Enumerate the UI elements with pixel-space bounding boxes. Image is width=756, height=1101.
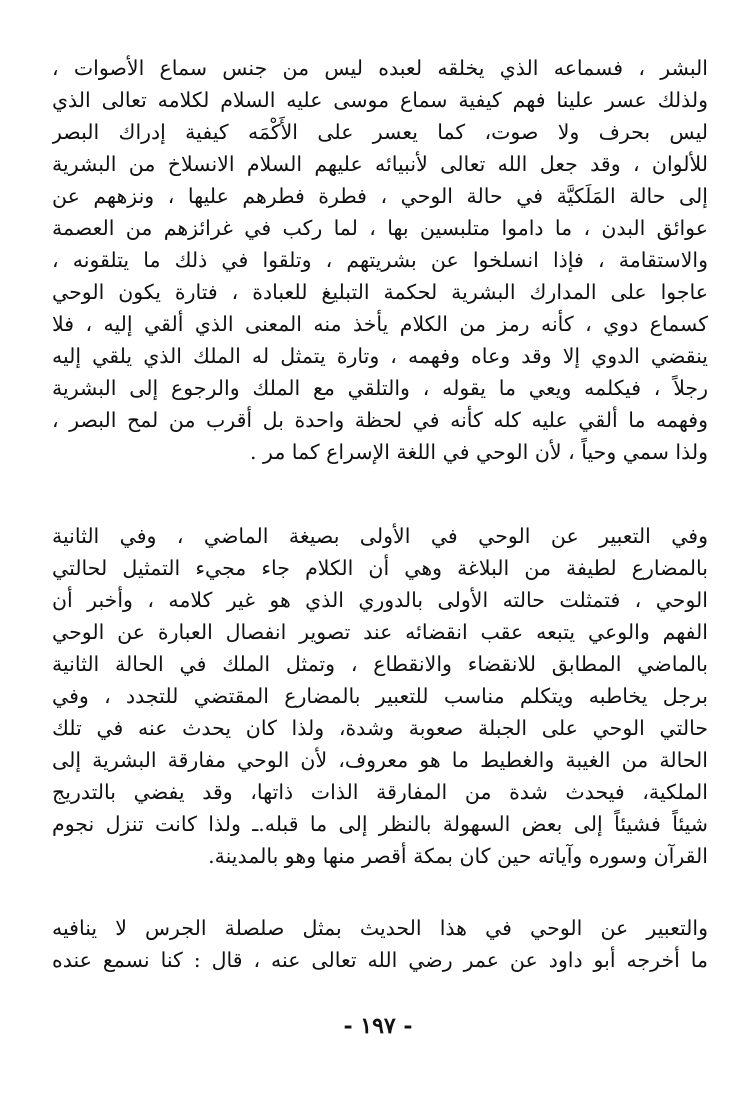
text-line: الحالة من الغيبة والغطيط ما هو معروف، لأن الوحي مفارقة البشرية إلى (52, 748, 708, 772)
text-line: ليس بحرف ولا صوت، كما يعسر على الأَكْمَه كيفية إدراك البصر (52, 120, 708, 144)
text-line: كسماع دوي ، كأنه رمز من الكلام يأخذ منه المعنى الذي ألقي إليه ، فلا (52, 312, 708, 336)
text-line: ولذلك عسر علينا فهم كيفية سماع موسى عليه السلام لكلامه تعالى الذي (52, 88, 708, 112)
text-line: الفهم والوعي يتبعه عقب انقضائه عند تصوير انفصال العبارة عن الوحي (52, 620, 708, 644)
text-line: بالمضارع لطيفة من البلاغة وهي أن الكلام جاء مجيء التمثيل لحالتي (52, 556, 708, 580)
text-line: عاجوا على المدارك البشرية لحكمة التبليغ للعبادة ، فتارة يكون الوحي (52, 280, 708, 304)
text-line: عوائق البدن ، ما داموا متلبسين بها ، لما ركب في غرائزهم من العصمة (52, 216, 708, 240)
text-line: إلى حالة المَلَكيَّة في حالة الوحي ، فطرة فطرهم عليها ، ونزههم عن (52, 184, 708, 208)
text-line: وفهمه ما ألقي عليه كله كأنه في لحظة واحدة بل أقرب من لمح البصر ، (52, 408, 708, 432)
text-line: شيئاً فشيئاً إلى بعض السهولة بالنظر إلى ما قبله.ـ ولذا كانت تنزل نجوم (52, 812, 708, 836)
text-line: وفي التعبير عن الوحي في الأولى بصيغة الماضي ، وفي الثانية (52, 524, 708, 548)
text-line: القرآن وسوره وآياته حين كان بمكة أقصر منها وهو بالمدينة. (208, 844, 708, 868)
text-line: والتعبير عن الوحي في هذا الحديث بمثل صلصلة الجرس لا ينافيه (52, 916, 708, 940)
text-line: والاستقامة ، فإذا انسلخوا عن بشريتهم ، وتلقوا في ذلك ما يتلقونه ، (52, 248, 708, 272)
text-line: ولذا سمي وحياً ، لأن الوحي في اللغة الإسراع كما مر . (249, 440, 708, 464)
text-line: البشر ، فسماعه الذي يخلقه لعبده ليس من جنس سماع الأصوات ، (52, 56, 708, 80)
text-line: ما أخرجه أبو داود عن عمر رضي الله تعالى عنه ، قال : كنا نسمع عنده (52, 948, 708, 972)
text-line: ينقضي الدوي إلا وقد وعاه وفهمه ، وتارة يتمثل له الملك الذي يلقي إليه (52, 344, 708, 368)
text-line: الوحي ، فتمثلت حالته الأولى بالدوري الذي هو غير كلامه ، وأخبر أن (52, 588, 708, 612)
text-line: الملكية، فيحدث شدة من المفارقة الذات ذاتها، وقد يفضي بالتدريج (52, 780, 708, 804)
text-line: للألوان ، وقد جعل الله تعالى لأنبيائه عليهم السلام الانسلاخ من البشرية (52, 152, 708, 176)
paragraph-1 (52, 52, 708, 468)
text-line: بالماضي المطابق للانقضاء والانقطاع ، وتمثل الملك في الحالة الثانية (52, 652, 708, 676)
paragraph-2 (52, 520, 708, 872)
text-line: حالتي الوحي على الجبلة صعوبة وشدة، ولذا كان يحدث عنه في تلك (52, 716, 708, 740)
text-line: رجلاً ، فيكلمه ويعي ما يقوله ، والتلقي مع الملك والرجوع إلى البشرية (52, 376, 708, 400)
paragraph-3 (52, 912, 708, 976)
page-number: - ١٩٧ - (343, 1013, 413, 1039)
text-line: برجل يخاطبه ويتكلم مناسب للتعبير بالمضارع المقتضي للتجدد ، وفي (52, 684, 708, 708)
